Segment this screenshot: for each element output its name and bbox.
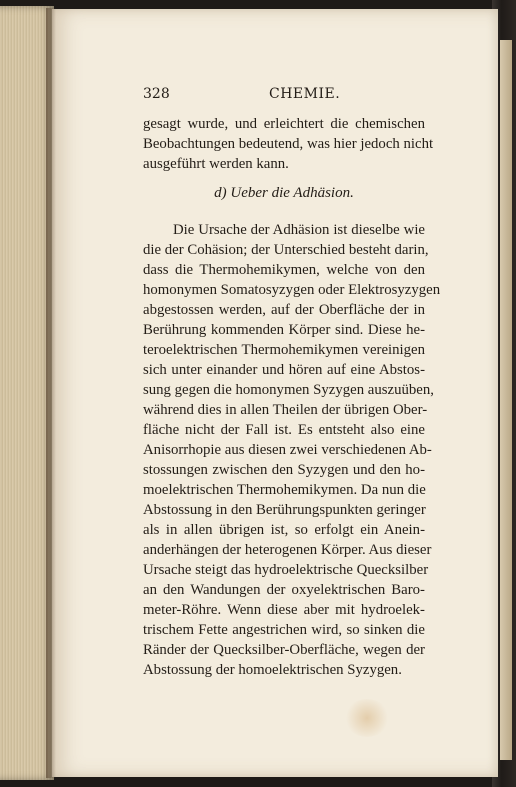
gutter-shadow <box>46 8 56 778</box>
text-line: stossungen zwischen den Syzygen und den ho- <box>143 462 425 478</box>
text-line: Ränder der Quecksilber-Oberfläche, wegen der <box>143 642 425 658</box>
text-line: Beobachtungen bedeutend, was hier jedoch nicht <box>143 136 434 152</box>
text-line: während dies in allen Theilen der übrigen Ober- <box>143 402 428 418</box>
text-line: Berührung kommenden Körper sind. Diese he- <box>143 322 425 338</box>
text-line: Die Ursache der Adhäsion ist dieselbe wie <box>173 222 425 238</box>
text-line: moelektrischen Thermohemikymen. Da nun die <box>143 482 426 498</box>
text-line: anderhängen der heterogenen Körper. Aus dieser <box>143 542 432 558</box>
section-heading: d) Ueber die Adhäsion. <box>214 185 354 201</box>
text-line: ausgeführt werden kann. <box>143 156 289 172</box>
text-line: sung gegen die homonymen Syzygen auszuüben, <box>143 382 434 398</box>
text-line: dass die Thermohemikymen, welche von den <box>143 262 425 278</box>
text-line: Anisorrhopie aus diesen zwei verschiedenen Ab- <box>143 442 432 458</box>
text-line: als in allen übrigen ist, so erfolgt ein Anein- <box>143 522 425 538</box>
text-line: Abstossung der homoelektrischen Syzygen. <box>143 662 402 678</box>
text-line: teroelektrischen Thermohemikymen vereinigen <box>143 342 425 358</box>
text-line: meter-Röhre. Wenn diese aber mit hydroelek- <box>143 602 425 618</box>
text-line: trischem Fette angestrichen wird, so sinken die <box>143 622 425 638</box>
text-line: an den Wandungen der oxyelektrischen Baro- <box>143 582 425 598</box>
page-number: 328 <box>143 86 170 102</box>
facing-page-edge <box>500 40 512 760</box>
text-line: sich unter einander und hören auf eine Abstos- <box>143 362 425 378</box>
text-line: Abstossung in den Berührungspunkten geringer <box>143 502 426 518</box>
text-line: homonymen Somatosyzygen oder Elektrosyzygen <box>143 282 441 298</box>
running-head <box>143 86 423 104</box>
text-line: die der Cohäsion; der Unterschied besteht darin, <box>143 242 429 258</box>
text-line: abgestossen werden, auf der Oberfläche der in <box>143 302 425 318</box>
foxing-stain <box>344 699 390 737</box>
text-line: gesagt wurde, und erleichtert die chemischen <box>143 116 425 132</box>
running-title: CHEMIE. <box>269 86 341 102</box>
text-line: fläche nicht der Fall ist. Es entsteht also eine <box>143 422 425 438</box>
text-line: Ursache steigt das hydroelektrische Quecksilber <box>143 562 429 578</box>
